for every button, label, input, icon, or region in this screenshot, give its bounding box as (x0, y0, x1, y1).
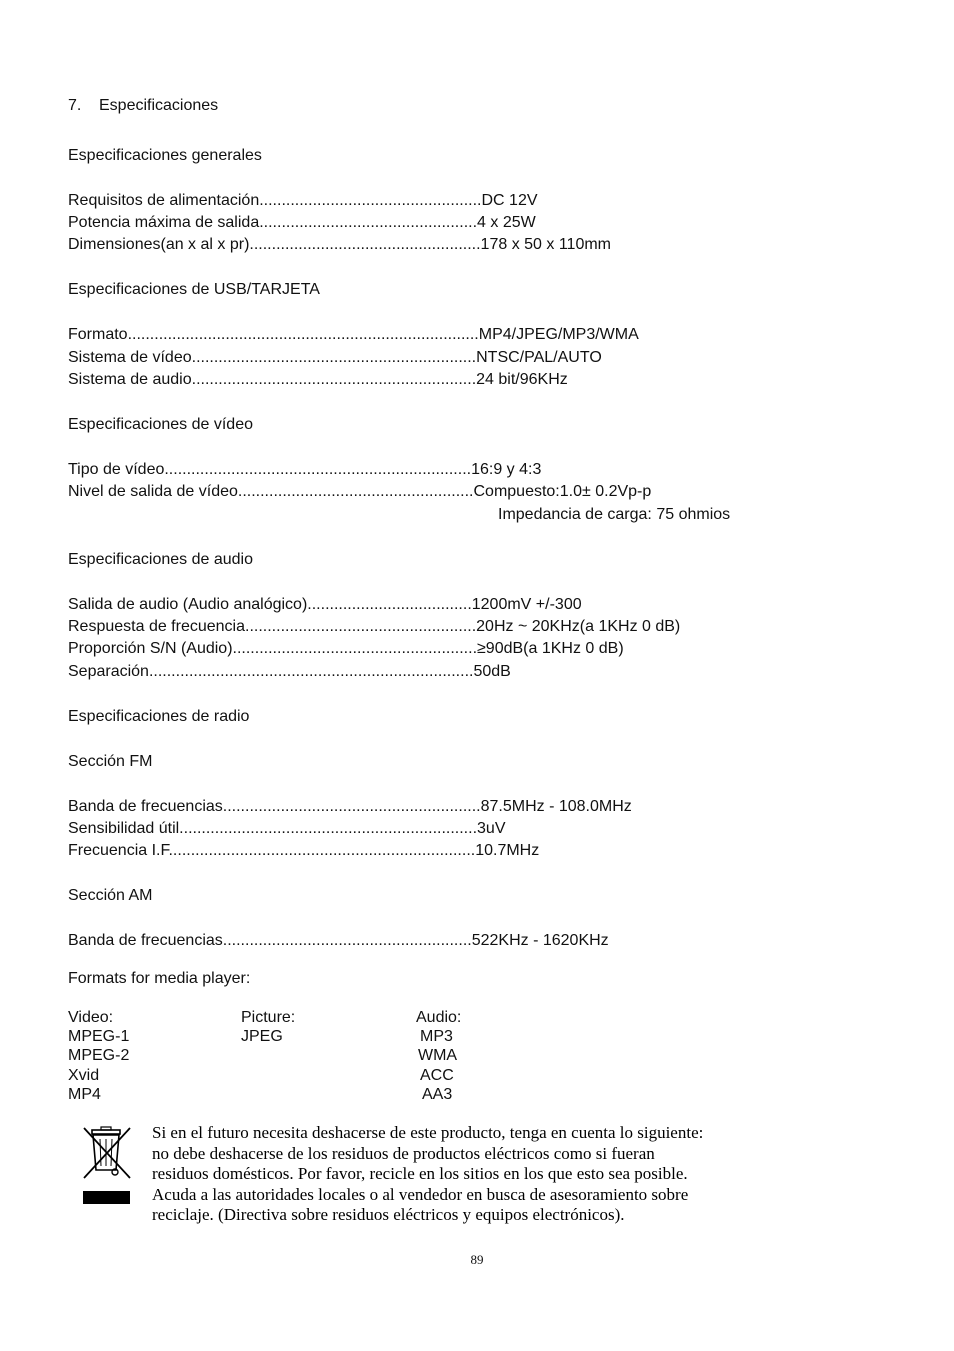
spec-row: Sistema de vídeo................................................................NTSC/PAL/AUTO (68, 349, 602, 366)
video-heading: Especificaciones de vídeo (68, 416, 253, 433)
formats-heading: Formats for media player: (68, 970, 251, 987)
disposal-line: reciclaje. (Directiva sobre residuos eléctricos y equipos electrónicos). (152, 1205, 625, 1224)
page-number: 89 (470, 1252, 484, 1267)
spec-row: Tipo de vídeo.....................................................................16:9 y 4:3 (68, 461, 542, 478)
spec-row: Nivel de salida de vídeo.....................................................Compuesto:1.0± 0.2Vp-p (68, 483, 652, 500)
spec-row: Formato...............................................................................MP4/JPEG/MP3/WMA (68, 326, 639, 343)
formats-video-header: Video: (68, 1009, 114, 1026)
format-item: WMA (418, 1047, 458, 1064)
spec-row: Proporción S/N (Audio).......................................................≥90dB(a 1KHz 0 dB) (68, 640, 624, 657)
spec-row: Separación.........................................................................50dB (68, 663, 511, 680)
format-item: MPEG-2 (68, 1047, 130, 1064)
spec-row: Banda de frecuencias..........................................................87.5MHz - 108.0MHz (68, 798, 632, 815)
am-heading: Sección AM (68, 887, 153, 904)
general-heading: Especificaciones generales (68, 147, 262, 164)
spec-row: Dimensiones(an x al x pr)....................................................178 x 50 x 110mm (68, 236, 611, 253)
crossed-out-wheelie-bin-icon (78, 1124, 134, 1208)
formats-audio-header: Audio: (416, 1009, 462, 1026)
spec-row-continuation: Impedancia de carga: 75 ohmios (498, 506, 731, 523)
spec-row: Potencia máxima de salida.................................................4 x 25W (68, 214, 536, 231)
format-item: AA3 (422, 1086, 453, 1103)
spec-row: Sensibilidad útil...................................................................3uV (68, 820, 506, 837)
disposal-line: Si en el futuro necesita deshacerse de este producto, tenga en cuenta lo siguiente: (152, 1123, 704, 1142)
disposal-notice (152, 1123, 752, 1226)
format-item: Xvid (68, 1067, 100, 1084)
disposal-line: no debe deshacerse de los residuos de productos eléctricos como si fueran (152, 1143, 655, 1163)
format-item: MP3 (420, 1028, 453, 1045)
format-item: MPEG-1 (68, 1028, 130, 1045)
spec-row: Frecuencia I.F.....................................................................10.7MHz (68, 842, 540, 859)
disposal-line: residuos domésticos. Por favor, recicle en los sitios en los que esto sea posible. (152, 1164, 688, 1183)
spec-row: Salida de audio (Audio analógico).....................................1200mV +/-300 (68, 596, 582, 613)
disposal-line: Acuda a las autoridades locales o al vendedor en busca de asesoramiento sobre (152, 1184, 689, 1204)
section-title: Especificaciones (99, 97, 219, 114)
radio-heading: Especificaciones de radio (68, 708, 250, 725)
audio-heading: Especificaciones de audio (68, 551, 254, 568)
format-item: MP4 (68, 1086, 101, 1103)
format-item: JPEG (241, 1028, 283, 1045)
spec-row: Sistema de audio................................................................24 bit/96KHz (68, 371, 568, 388)
format-item: ACC (420, 1067, 454, 1084)
spec-row: Requisitos de alimentación..................................................DC 12V (68, 192, 538, 209)
usb-heading: Especificaciones de USB/TARJETA (68, 281, 320, 298)
spec-row: Banda de frecuencias........................................................522KHz - 1620KHz (68, 932, 609, 949)
spec-row: Respuesta de frecuencia....................................................20Hz ~ 20KHz(a 1KHz 0 dB) (68, 618, 681, 635)
fm-heading: Sección FM (68, 753, 153, 770)
formats-picture-header: Picture: (241, 1009, 296, 1026)
section-number: 7. (68, 97, 82, 114)
